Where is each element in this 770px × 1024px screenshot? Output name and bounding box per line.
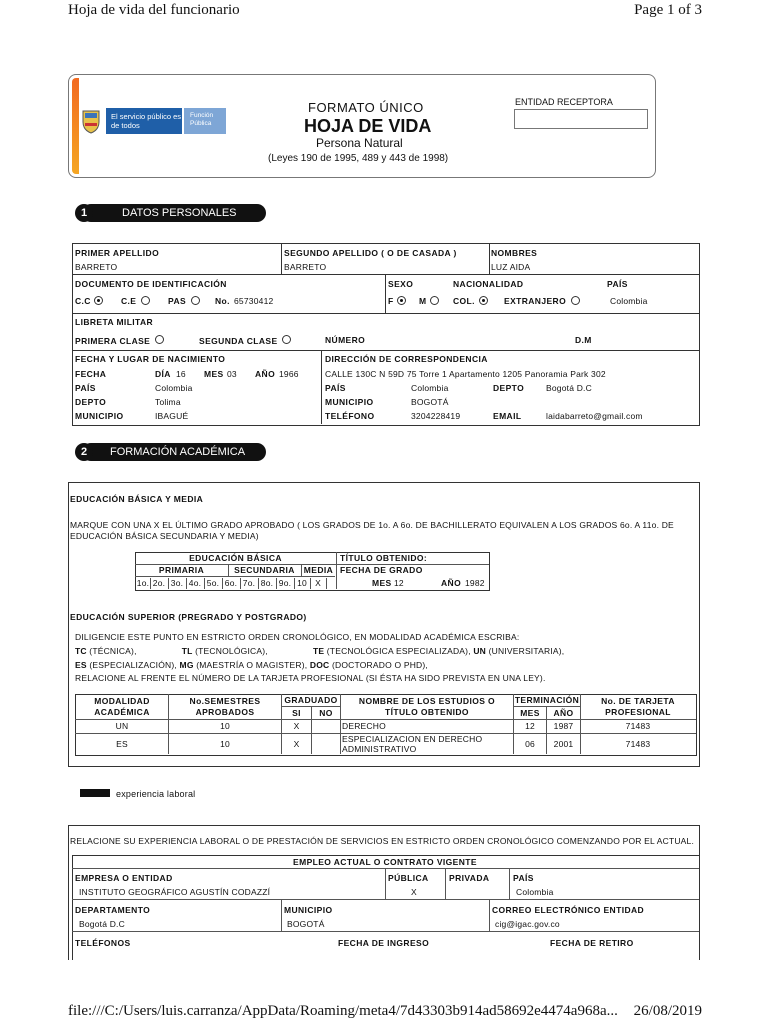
direccion-value[interactable]: CALLE 130C N 59D 75 Torre 1 Apartamento 1205 Panoramia Park 302 bbox=[325, 369, 606, 379]
mes-label: MES bbox=[204, 369, 224, 379]
sexo-f-label: F bbox=[388, 296, 394, 306]
te-code: TE bbox=[312, 646, 325, 656]
form-title-2: HOJA DE VIDA bbox=[304, 116, 432, 136]
grade-cell[interactable]: 5o. bbox=[204, 578, 223, 589]
dm-label: D.M bbox=[575, 335, 592, 345]
row2-semestres[interactable]: 10 bbox=[220, 739, 230, 749]
divider bbox=[385, 274, 386, 313]
superior-line-2 bbox=[75, 646, 564, 656]
extranjero-radio[interactable] bbox=[571, 296, 580, 305]
divider bbox=[385, 868, 386, 899]
exp-correo-label: CORREO ELECTRÓNICO ENTIDAD bbox=[492, 905, 645, 915]
grado-anio-value[interactable]: 1982 bbox=[465, 578, 485, 588]
row2-nombre[interactable]: ESPECIALIZACION EN DERECHO ADMINISTRATIVO bbox=[342, 734, 483, 754]
grado-mes-value[interactable]: 12 bbox=[394, 578, 404, 588]
doc-code: DOC bbox=[309, 660, 330, 670]
tl-text: (TECNOLÓGICA), bbox=[195, 646, 268, 656]
grade-cell[interactable]: 7o. bbox=[240, 578, 259, 589]
sexo-f-radio[interactable] bbox=[397, 296, 406, 305]
dir-depto-label: DEPTO bbox=[493, 383, 525, 393]
exp-retiro-label: FECHA DE RETIRO bbox=[550, 938, 634, 948]
row1-si[interactable]: X bbox=[293, 721, 300, 731]
row2-modalidad[interactable]: ES bbox=[116, 739, 128, 749]
print-title: Hoja de vida del funcionario bbox=[68, 2, 240, 18]
apellido2-value[interactable]: BARRETO bbox=[284, 262, 327, 272]
birth-pais-value[interactable]: Colombia bbox=[155, 383, 193, 393]
exp-depto-label: DEPARTAMENTO bbox=[75, 905, 151, 915]
nacimiento-label: FECHA Y LUGAR DE NACIMIENTO bbox=[75, 354, 226, 364]
divider bbox=[509, 868, 510, 899]
es-text: (ESPECIALIZACIÓN), bbox=[89, 660, 177, 670]
dir-mun-label: MUNICIPIO bbox=[325, 397, 374, 407]
fecha-label: FECHA bbox=[75, 369, 107, 379]
header-accent-strip bbox=[72, 78, 79, 174]
grade-cell[interactable]: 1o. bbox=[136, 578, 150, 588]
pais-label: PAÍS bbox=[607, 279, 628, 289]
segunda-clase-radio[interactable] bbox=[282, 335, 291, 344]
extranjero-label: EXTRANJERO bbox=[504, 296, 567, 306]
telefono-label: TELÉFONO bbox=[325, 411, 375, 421]
direccion-label: DIRECCIÓN DE CORRESPONDENCIA bbox=[325, 354, 488, 364]
es-code: ES bbox=[75, 660, 87, 670]
experience-note: RELACIONE SU EXPERIENCIA LABORAL O DE PRESTACIÓN DE SERVICIOS EN ESTRICTO ORDEN CRONOLÓGICO COMENZANDO POR EL ACTUAL. bbox=[70, 836, 695, 846]
pas-radio[interactable] bbox=[191, 296, 200, 305]
secundaria-label: SECUNDARIA bbox=[234, 565, 295, 575]
logo-funcion-publica: Función Pública bbox=[184, 108, 226, 134]
empleo-actual-label: EMPLEO ACTUAL O CONTRATO VIGENTE bbox=[293, 857, 477, 867]
row1-semestres[interactable]: 10 bbox=[220, 721, 230, 731]
row2-tarjeta[interactable]: 71483 bbox=[625, 739, 651, 749]
col-label: COL. bbox=[453, 296, 475, 306]
divider bbox=[281, 243, 282, 274]
dia-value[interactable]: 16 bbox=[176, 369, 186, 379]
nombres-label: NOMBRES bbox=[491, 248, 538, 258]
dir-pais-label: PAÍS bbox=[325, 383, 346, 393]
un-text: (UNIVERSITARIA), bbox=[488, 646, 565, 656]
divider bbox=[72, 931, 699, 932]
primaria-label: PRIMARIA bbox=[158, 565, 205, 575]
divider bbox=[445, 868, 446, 899]
empresa-value[interactable]: INSTITUTO GEOGRÁFICO AGUSTÍN CODAZZÍ bbox=[79, 887, 271, 897]
apellido1-label: PRIMER APELLIDO bbox=[75, 248, 160, 258]
superior-line-3 bbox=[75, 660, 428, 670]
doc-number-value[interactable]: 65730412 bbox=[234, 296, 274, 306]
form-title-1: FORMATO ÚNICO bbox=[308, 100, 424, 115]
exp-mun-value[interactable]: BOGOTÁ bbox=[287, 919, 325, 929]
email-label: EMAIL bbox=[493, 411, 522, 421]
row1-nombre[interactable]: DERECHO bbox=[342, 721, 386, 731]
anio-label: AÑO bbox=[255, 369, 276, 379]
ce-label: C.E bbox=[121, 296, 137, 306]
exp-pais-label: PAÍS bbox=[513, 873, 534, 883]
grade-cell[interactable]: 2o. bbox=[150, 578, 169, 589]
dir-depto-value[interactable]: Bogotá D.C bbox=[546, 383, 592, 393]
divider bbox=[72, 350, 699, 351]
section-2-number: 2 bbox=[75, 443, 93, 461]
cc-label: C.C bbox=[75, 296, 91, 306]
publica-value[interactable]: X bbox=[411, 887, 417, 897]
documento-label: DOCUMENTO DE IDENTIFICACIÓN bbox=[75, 279, 227, 289]
grado-mes-label: MES bbox=[372, 578, 392, 588]
grade-cell[interactable]: 8o. bbox=[258, 578, 277, 589]
sexo-m-label: M bbox=[419, 296, 427, 306]
divider bbox=[135, 576, 335, 577]
divider bbox=[580, 694, 581, 754]
libreta-label: LIBRETA MILITAR bbox=[75, 317, 154, 327]
superior-line-1: DILIGENCIE ESTE PUNTO EN ESTRICTO ORDEN CRONOLÓGICO, EN MODALIDAD ACADÉMICA ESCRIBA: bbox=[75, 632, 520, 642]
section-3-badge bbox=[80, 789, 110, 797]
section-1-title: DATOS PERSONALES bbox=[82, 204, 266, 222]
basica-note: MARQUE CON UNA X EL ÚLTIMO GRADO APROBADO ( LOS GRADOS DE 1o. A 6o. DE BACHILLERATO EQUIVALEN A LOS GRADOS 6o. A 11o. DE EDUCACIÓN BÁSICA SECUNDARIA Y MEDIA) bbox=[70, 520, 674, 541]
dir-pais-value[interactable]: Colombia bbox=[411, 383, 449, 393]
dia-label: DÍA bbox=[155, 369, 171, 379]
col-semestres: No.SEMESTRES APROBADOS bbox=[189, 696, 261, 717]
exp-pais-value[interactable]: Colombia bbox=[516, 887, 554, 897]
titulo-obtenido-label: TÍTULO OBTENIDO: bbox=[340, 553, 428, 563]
tc-code: TC bbox=[75, 646, 87, 656]
divider bbox=[489, 243, 490, 274]
primera-clase-label: PRIMERA CLASE bbox=[75, 336, 151, 346]
pas-label: PAS bbox=[168, 296, 187, 306]
section-1-number: 1 bbox=[75, 204, 93, 222]
te-text: (TECNOLÓGICA ESPECIALIZADA), bbox=[326, 646, 471, 656]
col-modalidad: MODALIDAD ACADÉMICA bbox=[94, 696, 150, 717]
print-page-number: Page 1 of 3 bbox=[634, 2, 702, 18]
col-mes: MES bbox=[520, 708, 540, 718]
birth-depto-label: DEPTO bbox=[75, 397, 107, 407]
exp-mun-label: MUNICIPIO bbox=[284, 905, 333, 915]
sexo-m-radio[interactable] bbox=[430, 296, 439, 305]
birth-pais-label: PAÍS bbox=[75, 383, 96, 393]
ce-radio[interactable] bbox=[141, 296, 150, 305]
apellido2-label: SEGUNDO APELLIDO ( O DE CASADA ) bbox=[284, 248, 457, 258]
publica-label: PÚBLICA bbox=[388, 873, 429, 883]
row1-anio[interactable]: 1987 bbox=[553, 721, 574, 731]
grade-cell[interactable]: 10 bbox=[294, 578, 311, 589]
row2-anio[interactable]: 2001 bbox=[553, 739, 574, 749]
superior-line-4: RELACIONE AL FRENTE EL NÚMERO DE LA TARJETA PROFESIONAL (SI ÉSTA HA SIDO PREVISTA EN UNA LEY). bbox=[75, 673, 546, 683]
divider bbox=[72, 313, 699, 314]
grado-anio-label: AÑO bbox=[441, 578, 462, 588]
exp-correo-value[interactable]: cig@igac.gov.co bbox=[495, 919, 560, 929]
primera-clase-radio[interactable] bbox=[155, 335, 164, 344]
tc-text: (TÉCNICA), bbox=[89, 646, 137, 656]
section-3-title: experiencia laboral bbox=[116, 789, 196, 799]
row1-tarjeta[interactable]: 71483 bbox=[625, 721, 651, 731]
empresa-label: EMPRESA O ENTIDAD bbox=[75, 873, 173, 883]
col-graduado: GRADUADO bbox=[284, 695, 338, 705]
col-nombre-estudios: NOMBRE DE LOS ESTUDIOS O TÍTULO OBTENIDO bbox=[358, 696, 496, 717]
divider bbox=[72, 899, 699, 900]
birth-mun-label: MUNICIPIO bbox=[75, 411, 124, 421]
mg-text: (MAESTRÍA O MAGISTER), bbox=[196, 660, 308, 670]
segunda-clase-label: SEGUNDA CLASE bbox=[199, 336, 278, 346]
fecha-grado-label: FECHA DE GRADO bbox=[340, 565, 423, 575]
sexo-label: SEXO bbox=[388, 279, 414, 289]
apellido1-value[interactable]: BARRETO bbox=[75, 262, 118, 272]
form-laws: (Leyes 190 de 1995, 489 y 443 de 1998) bbox=[268, 153, 449, 164]
print-date: 26/08/2019 bbox=[633, 1003, 702, 1019]
superior-title: EDUCACIÓN SUPERIOR (PREGRADO Y POSTGRADO) bbox=[70, 612, 307, 622]
nombres-value[interactable]: LUZ AIDA bbox=[491, 262, 531, 272]
row1-mes[interactable]: 12 bbox=[525, 721, 535, 731]
coat-of-arms-icon bbox=[80, 108, 102, 134]
mg-code: MG bbox=[179, 660, 194, 670]
divider bbox=[340, 694, 341, 754]
col-si: SI bbox=[292, 708, 301, 718]
col-radio[interactable] bbox=[479, 296, 488, 305]
nacionalidad-label: NACIONALIDAD bbox=[453, 279, 524, 289]
divider bbox=[321, 350, 322, 424]
mes-value[interactable]: 03 bbox=[227, 369, 237, 379]
eb-label: EDUCACIÓN BÁSICA bbox=[189, 553, 282, 563]
logo-servicio-publico: El servicio público es de todos bbox=[106, 108, 182, 134]
entity-field[interactable] bbox=[514, 109, 648, 129]
pais-value[interactable]: Colombia bbox=[610, 296, 648, 306]
print-file-path: file:///C:/Users/luis.carranza/AppData/Roaming/meta4/7d43303b914ad58692e4474a968a... bbox=[68, 1003, 618, 1019]
grade-cell[interactable]: 3o. bbox=[168, 578, 187, 589]
exp-ingreso-label: FECHA DE INGRESO bbox=[338, 938, 430, 948]
col-terminacion: TERMINACIÓN bbox=[514, 695, 580, 705]
exp-telefonos-label: TELÉFONOS bbox=[75, 938, 131, 948]
dir-mun-value[interactable]: BOGOTÁ bbox=[411, 397, 449, 407]
col-no: NO bbox=[319, 708, 333, 718]
anio-value[interactable]: 1966 bbox=[279, 369, 299, 379]
col-anio: AÑO bbox=[553, 708, 574, 718]
grade-cell[interactable]: 4o. bbox=[186, 578, 205, 589]
divider bbox=[489, 899, 490, 931]
grade-cell[interactable]: 9o. bbox=[276, 578, 295, 589]
birth-mun-value[interactable]: IBAGUÉ bbox=[155, 411, 189, 421]
row2-mes[interactable]: 06 bbox=[525, 739, 535, 749]
basica-title: EDUCACIÓN BÁSICA Y MEDIA bbox=[70, 494, 204, 504]
entity-label: ENTIDAD RECEPTORA bbox=[515, 97, 613, 107]
email-value[interactable]: laidabarreto@gmail.com bbox=[546, 411, 643, 421]
telefono-value[interactable]: 3204228419 bbox=[411, 411, 461, 421]
divider bbox=[513, 706, 580, 707]
doc-text: (DOCTORADO O PHD), bbox=[331, 660, 428, 670]
grade-cell[interactable]: X bbox=[310, 578, 327, 589]
row1-modalidad[interactable]: UN bbox=[115, 721, 129, 731]
divider bbox=[281, 899, 282, 931]
media-label: MEDIA bbox=[303, 565, 334, 575]
row2-si[interactable]: X bbox=[293, 739, 300, 749]
divider bbox=[281, 706, 340, 707]
section-2-title: FORMACIÓN ACADÉMICA bbox=[82, 443, 266, 461]
tl-code: TL bbox=[181, 646, 193, 656]
birth-depto-value[interactable]: Tolima bbox=[155, 397, 181, 407]
numero-label: NÚMERO bbox=[325, 335, 366, 345]
doc-number-label: No. bbox=[215, 296, 230, 306]
cc-radio[interactable] bbox=[94, 296, 103, 305]
exp-depto-value[interactable]: Bogotá D.C bbox=[79, 919, 125, 929]
form-title-3: Persona Natural bbox=[316, 136, 403, 150]
divider bbox=[336, 552, 337, 589]
un-code: UN bbox=[473, 646, 487, 656]
privada-label: PRIVADA bbox=[449, 873, 490, 883]
col-tarjeta: No. DE TARJETA PROFESIONAL bbox=[601, 696, 675, 717]
grade-cell[interactable]: 6o. bbox=[222, 578, 241, 589]
